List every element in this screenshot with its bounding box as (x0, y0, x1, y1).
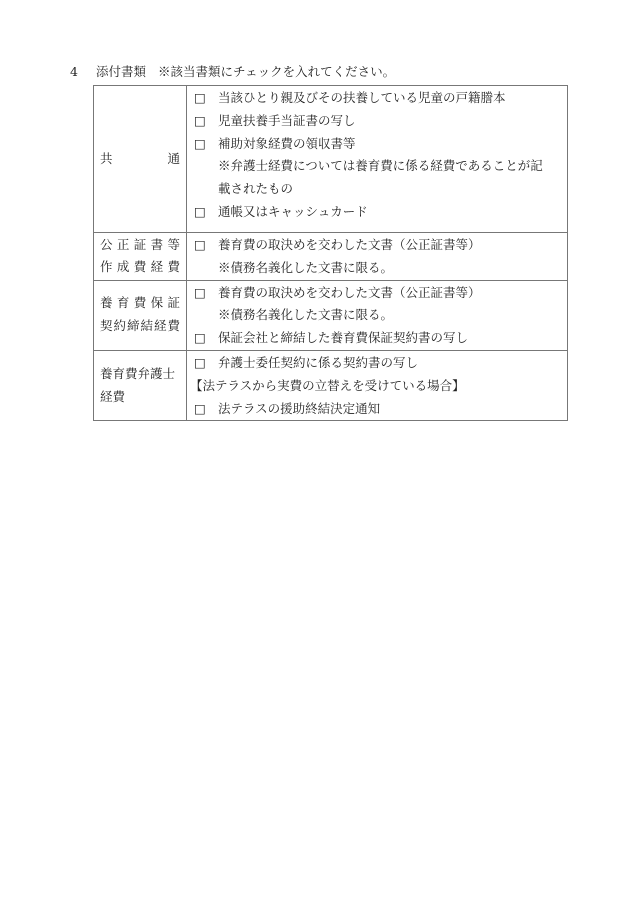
checkbox-icon[interactable]: □ (194, 135, 206, 151)
section-number: 4 (70, 64, 78, 79)
checkbox-icon[interactable]: □ (194, 354, 206, 370)
item-text: 児童扶養手当証書の写し (218, 112, 356, 128)
label-line: 養育費弁護士 (100, 365, 176, 381)
item-text: 保証会社と締結した養育費保証契約書の写し (218, 330, 469, 346)
section-note: ※該当書類にチェックを入れてください。 (158, 64, 396, 79)
item-text: 通帳又はキャッシュカード (218, 203, 368, 219)
checkbox-icon[interactable]: □ (194, 284, 206, 300)
checkbox-icon[interactable]: □ (194, 330, 206, 346)
checkbox-icon[interactable]: □ (194, 203, 206, 219)
table-row-common (94, 86, 568, 233)
item-note: ※債務名義化した文書に限る。 (218, 259, 394, 275)
table-row-guarantee (94, 280, 568, 350)
row-label (94, 280, 187, 350)
label-line: 共通 (100, 150, 180, 166)
checkbox-icon[interactable]: □ (194, 112, 206, 128)
row-items (187, 233, 568, 281)
checklist-item[interactable] (187, 87, 567, 110)
section-heading (70, 63, 395, 81)
row-label (94, 233, 187, 281)
table-row-lawyer (94, 350, 568, 420)
checkbox-icon[interactable]: □ (194, 237, 206, 252)
attachments-table (93, 85, 568, 421)
item-text: 補助対象経費の領収書等 (218, 135, 356, 151)
table-row-notary (94, 233, 568, 281)
row-label (94, 86, 187, 233)
label-line: 養育費保証 (100, 295, 180, 311)
checklist-item[interactable] (187, 282, 567, 305)
checkbox-icon[interactable]: □ (194, 400, 206, 416)
row-items (187, 86, 568, 233)
item-note: 載されたもの (218, 181, 294, 197)
checklist-item[interactable] (187, 133, 567, 156)
item-note: ※債務名義化した文書に限る。 (218, 307, 394, 323)
item-text: 法テラスの援助終結決定通知 (218, 400, 381, 416)
row-items (187, 350, 568, 420)
item-text: 養育費の取決めを交わした文書（公正証書等） (218, 237, 481, 252)
label-line: 公正証書等 (100, 236, 180, 252)
item-subheading: 【法テラスから実費の立替えを受けている場合】 (190, 377, 465, 393)
checklist-item[interactable] (187, 327, 567, 350)
checklist-item[interactable] (187, 398, 567, 421)
item-text: 養育費の取決めを交わした文書（公正証書等） (218, 284, 481, 300)
label-line: 契約締結経費 (100, 318, 180, 334)
row-label (94, 350, 187, 420)
item-text: 当該ひとり親及びその扶養している児童の戸籍謄本 (218, 90, 506, 105)
label-line: 作成費経費 (100, 259, 180, 275)
row-items (187, 280, 568, 350)
item-note: ※弁護士経費については養育費に係る経費であることが記 (218, 158, 543, 174)
checklist-item[interactable] (187, 201, 567, 224)
checklist-item[interactable] (187, 352, 567, 375)
item-text: 弁護士委任契約に係る契約書の写し (218, 354, 419, 370)
label-line: 経費 (100, 388, 126, 404)
checklist-item[interactable] (187, 110, 567, 133)
checkbox-icon[interactable]: □ (194, 90, 206, 105)
section-title: 添付書類 (96, 64, 147, 79)
checklist-item[interactable] (187, 234, 567, 257)
